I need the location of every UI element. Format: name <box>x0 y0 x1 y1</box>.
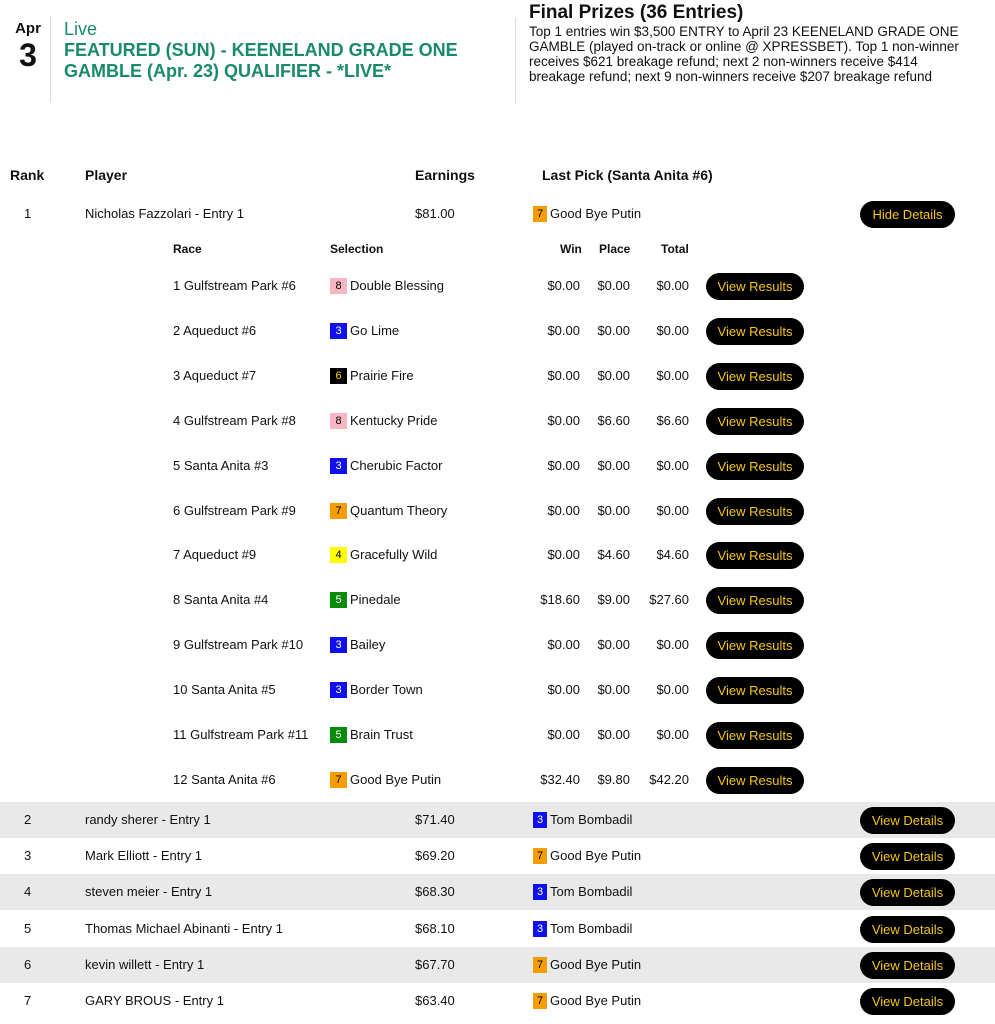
win-payout: $18.60 <box>540 592 580 608</box>
post-number-badge: 3 <box>330 637 347 653</box>
race-name: 7 Aqueduct #9 <box>173 547 257 563</box>
race-name: 10 Santa Anita #5 <box>173 682 276 698</box>
win-payout: $0.00 <box>547 322 580 338</box>
earnings-cell: $67.70 <box>415 957 455 972</box>
place-payout: $0.00 <box>597 502 630 518</box>
post-number-badge: 7 <box>533 848 547 864</box>
view-results-button[interactable]: View Results <box>706 363 804 390</box>
earnings-cell: $71.40 <box>415 812 455 827</box>
rank-cell: 6 <box>24 957 32 972</box>
last-pick <box>533 947 641 983</box>
player-name: kevin willett - Entry 1 <box>85 957 205 972</box>
divider <box>515 18 516 104</box>
win-payout: $0.00 <box>547 502 580 518</box>
post-number-badge: 3 <box>330 458 347 474</box>
view-details-button[interactable]: View Details <box>860 843 955 870</box>
horse-name: Pinedale <box>350 592 401 608</box>
rank-cell: 5 <box>24 921 32 936</box>
race-name: 3 Aqueduct #7 <box>173 367 257 383</box>
leaderboard-header <box>0 167 995 187</box>
horse-name: Good Bye Putin <box>350 771 442 787</box>
header-selection: Selection <box>330 242 384 256</box>
race-result-row <box>0 719 995 751</box>
view-results-button[interactable]: View Results <box>706 767 804 794</box>
race-name: 5 Santa Anita #3 <box>173 457 269 473</box>
win-payout: $0.00 <box>547 637 580 653</box>
horse-name: Tom Bombadil <box>550 921 633 936</box>
total-payout: $0.00 <box>656 457 689 473</box>
leaderboard-row <box>0 911 995 947</box>
horse-name: Good Bye Putin <box>550 206 642 221</box>
post-number-badge: 6 <box>330 368 347 384</box>
total-payout: $0.00 <box>656 637 689 653</box>
selection <box>330 674 423 706</box>
prizes-description: Top 1 entries win $3,500 ENTRY to April 23 KEENELAND GRADE ONE GAMBLE (played on-track or online @ XPRESSBET). Top 1 non-winner receives $621 breakage refund; next 2 non-winners receive $414 breakage refund; next 9 non-winners receive $207 breakage refund <box>529 24 959 84</box>
header-rank: Rank <box>10 167 45 183</box>
place-payout: $0.00 <box>597 682 630 698</box>
win-payout: $0.00 <box>547 457 580 473</box>
race-name: 11 Gulfstream Park #11 <box>173 727 309 742</box>
total-payout: $0.00 <box>656 682 689 698</box>
view-results-button[interactable]: View Results <box>706 408 804 435</box>
selection <box>330 495 447 527</box>
total-payout: $27.60 <box>649 592 689 608</box>
rank-cell: 3 <box>24 848 32 863</box>
view-results-button[interactable]: View Results <box>706 542 804 569</box>
header-place: Place <box>599 242 631 256</box>
view-results-button[interactable]: View Results <box>706 318 804 345</box>
race-result-row <box>0 360 995 392</box>
place-payout: $4.60 <box>597 547 630 563</box>
place-payout: $9.80 <box>597 771 630 787</box>
player-name: GARY BROUS - Entry 1 <box>85 993 224 1008</box>
rank-cell: 7 <box>24 993 32 1008</box>
race-result-row <box>0 315 995 347</box>
event-info <box>64 18 484 82</box>
total-payout: $0.00 <box>656 278 689 293</box>
post-number-badge: 3 <box>330 682 347 698</box>
post-number-badge: 3 <box>533 921 547 937</box>
selection <box>330 360 414 392</box>
post-number-badge: 8 <box>330 413 347 429</box>
hide-details-button[interactable]: Hide Details <box>860 201 955 228</box>
header-last-pick: Last Pick (Santa Anita #6) <box>542 167 713 183</box>
earnings-cell: $68.10 <box>415 921 455 936</box>
post-number-badge: 3 <box>533 812 547 828</box>
last-pick <box>533 196 641 232</box>
race-result-row <box>0 584 995 616</box>
race-name: 1 Gulfstream Park #6 <box>173 278 296 293</box>
race-name: 12 Santa Anita #6 <box>173 771 276 787</box>
race-result-row <box>0 405 995 437</box>
race-name: 8 Santa Anita #4 <box>173 592 269 608</box>
view-details-button[interactable]: View Details <box>860 879 955 906</box>
last-pick <box>533 838 641 874</box>
selection <box>330 584 401 616</box>
player-name: Thomas Michael Abinanti - Entry 1 <box>85 921 283 936</box>
view-details-button[interactable]: View Details <box>860 988 955 1015</box>
earnings-cell: $81.00 <box>415 206 455 221</box>
view-details-button[interactable]: View Details <box>860 952 955 979</box>
selection <box>330 450 442 482</box>
win-payout: $0.00 <box>547 367 580 383</box>
place-payout: $0.00 <box>597 637 630 653</box>
race-result-row <box>0 629 995 661</box>
place-payout: $0.00 <box>597 278 630 293</box>
last-pick <box>533 983 641 1019</box>
horse-name: Good Bye Putin <box>550 957 642 972</box>
horse-name: Prairie Fire <box>350 367 414 383</box>
last-pick <box>533 911 632 947</box>
last-pick <box>533 802 632 838</box>
win-payout: $0.00 <box>547 412 580 428</box>
leaderboard-row <box>0 802 995 838</box>
place-payout: $0.00 <box>597 727 630 742</box>
post-number-badge: 7 <box>533 957 547 973</box>
horse-name: Go Lime <box>350 322 400 338</box>
post-number-badge: 4 <box>330 547 347 563</box>
post-number-badge: 7 <box>330 772 347 788</box>
rank-cell: 1 <box>24 206 32 221</box>
race-result-row <box>0 674 995 706</box>
horse-name: Bailey <box>350 637 386 653</box>
total-payout: $4.60 <box>656 547 689 563</box>
place-payout: $6.60 <box>597 412 630 428</box>
win-payout: $0.00 <box>547 278 580 293</box>
header-race: Race <box>173 242 202 256</box>
place-payout: $9.00 <box>597 592 630 608</box>
horse-name: Tom Bombadil <box>550 884 633 899</box>
race-result-row <box>0 270 995 302</box>
player-name: Nicholas Fazzolari - Entry 1 <box>85 206 244 221</box>
race-result-row <box>0 450 995 482</box>
last-pick <box>533 874 632 910</box>
selection <box>330 629 385 661</box>
horse-name: Cherubic Factor <box>350 457 443 473</box>
leaderboard-row <box>0 947 995 983</box>
race-result-row <box>0 495 995 527</box>
post-number-badge: 3 <box>533 884 547 900</box>
post-number-badge: 7 <box>533 206 547 222</box>
details-header <box>0 242 995 258</box>
header-total: Total <box>661 242 689 256</box>
post-number-badge: 8 <box>330 278 347 294</box>
horse-name: Double Blessing <box>350 278 444 293</box>
race-name: 2 Aqueduct #6 <box>173 322 257 338</box>
horse-name: Gracefully Wild <box>350 547 438 563</box>
win-payout: $0.00 <box>547 727 580 742</box>
header-player: Player <box>85 167 128 183</box>
player-name: randy sherer - Entry 1 <box>85 812 211 827</box>
header-win: Win <box>560 242 582 256</box>
total-payout: $6.60 <box>656 412 689 428</box>
race-name: 9 Gulfstream Park #10 <box>173 637 304 653</box>
place-payout: $0.00 <box>597 322 630 338</box>
view-details-button[interactable]: View Details <box>860 807 955 834</box>
total-payout: $0.00 <box>656 502 689 518</box>
leaderboard-row <box>0 196 995 232</box>
selection <box>330 719 413 751</box>
horse-name: Good Bye Putin <box>550 848 642 863</box>
event-status: Live <box>64 19 98 39</box>
race-name: 4 Gulfstream Park #8 <box>173 412 296 428</box>
earnings-cell: $68.30 <box>415 884 455 899</box>
view-results-button[interactable]: View Results <box>706 722 804 749</box>
divider <box>50 16 51 102</box>
total-payout: $0.00 <box>656 727 689 742</box>
header-earnings: Earnings <box>415 167 475 183</box>
horse-name: Border Town <box>350 682 423 698</box>
selection <box>330 315 399 347</box>
horse-name: Tom Bombadil <box>550 812 633 827</box>
event-title: FEATURED (SUN) - KEENELAND GRADE ONE GAMBLE (Apr. 23) QUALIFIER - *LIVE* <box>64 40 458 81</box>
rank-cell: 2 <box>24 812 32 827</box>
post-number-badge: 7 <box>330 503 347 519</box>
post-number-badge: 5 <box>330 727 347 743</box>
total-payout: $0.00 <box>656 322 689 338</box>
win-payout: $0.00 <box>547 547 580 563</box>
horse-name: Quantum Theory <box>350 502 448 518</box>
horse-name: Brain Trust <box>350 727 413 742</box>
total-payout: $0.00 <box>656 367 689 383</box>
event-header <box>0 0 995 120</box>
earnings-cell: $69.20 <box>415 848 455 863</box>
prizes-title: Final Prizes (36 Entries) <box>529 2 744 23</box>
place-payout: $0.00 <box>597 457 630 473</box>
place-payout: $0.00 <box>597 367 630 383</box>
view-results-button[interactable]: View Results <box>706 587 804 614</box>
prizes-panel <box>529 2 969 84</box>
rank-cell: 4 <box>24 884 32 899</box>
race-name: 6 Gulfstream Park #9 <box>173 502 296 518</box>
selection <box>330 764 441 796</box>
win-payout: $32.40 <box>540 771 580 787</box>
player-name: Mark Elliott - Entry 1 <box>85 848 203 863</box>
selection <box>330 539 437 571</box>
view-results-button[interactable]: View Results <box>706 632 804 659</box>
leaderboard-row <box>0 874 995 910</box>
leaderboard-row <box>0 838 995 874</box>
player-name: steven meier - Entry 1 <box>85 884 213 899</box>
horse-name: Kentucky Pride <box>350 412 438 428</box>
view-results-button[interactable]: View Results <box>706 677 804 704</box>
selection <box>330 270 444 302</box>
race-result-row <box>0 764 995 796</box>
post-number-badge: 5 <box>330 592 347 608</box>
view-results-button[interactable]: View Results <box>706 273 804 300</box>
post-number-badge: 3 <box>330 323 347 339</box>
selection <box>330 405 437 437</box>
post-number-badge: 7 <box>533 993 547 1009</box>
leaderboard-row <box>0 983 995 1019</box>
view-details-button[interactable]: View Details <box>860 916 955 943</box>
event-date <box>8 20 48 72</box>
date-month: Apr <box>15 20 41 37</box>
date-day: 3 <box>19 37 37 73</box>
total-payout: $42.20 <box>649 771 689 787</box>
horse-name: Good Bye Putin <box>550 993 642 1008</box>
win-payout: $0.00 <box>547 682 580 698</box>
view-results-button[interactable]: View Results <box>706 498 804 525</box>
earnings-cell: $63.40 <box>415 993 455 1008</box>
race-result-row <box>0 539 995 571</box>
view-results-button[interactable]: View Results <box>706 453 804 480</box>
